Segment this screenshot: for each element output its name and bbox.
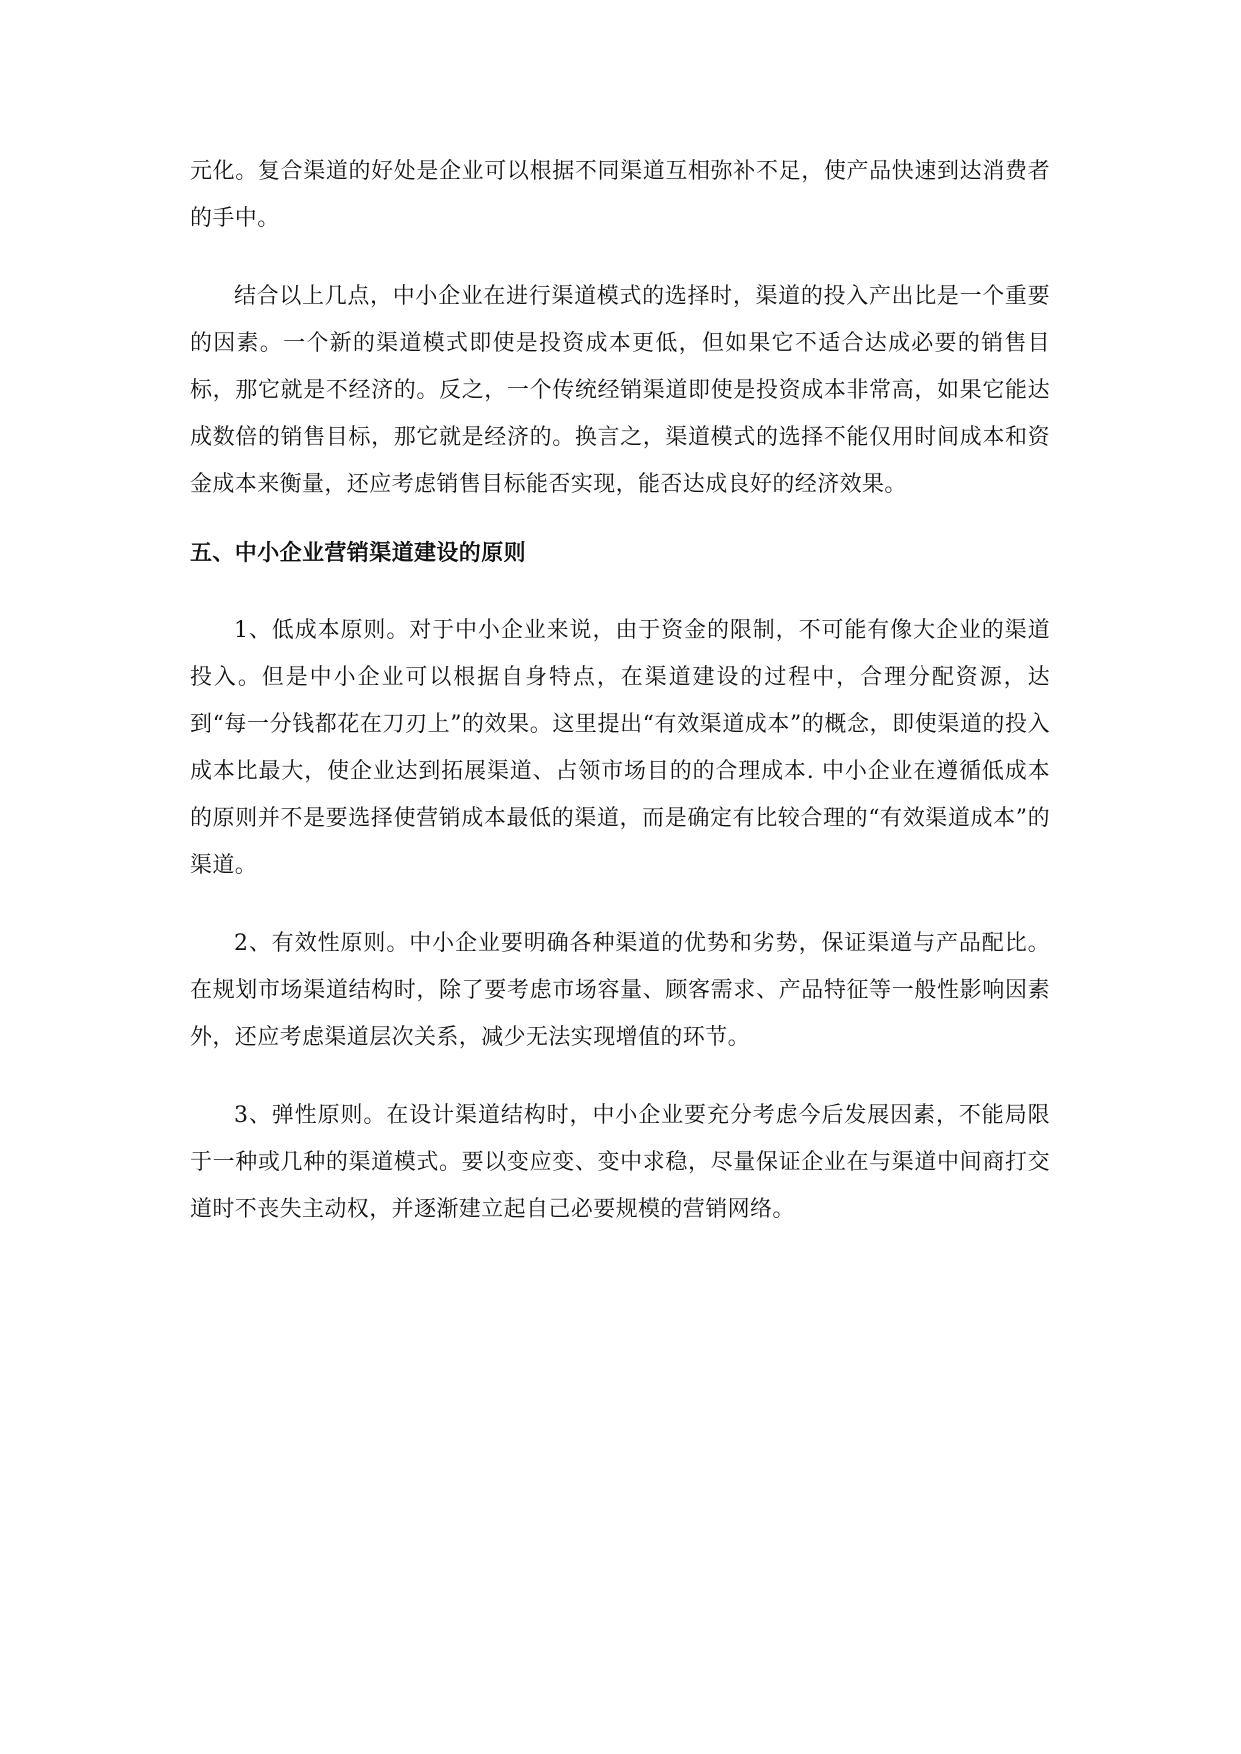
paragraph-effectiveness-principle: 2、有效性原则。中小企业要明确各种渠道的优势和劣势，保证渠道与产品配比。在规划市场渠道结构时，除了要考虑市场容量、顾客需求、产品特征等一般性影响因素外，还应考虑渠道层次关系，减少无法实现增值的环节。 [190, 931, 1050, 1050]
paragraph-continuation: 元化。复合渠道的好处是企业可以根据不同渠道互相弥补不足，使产品快速到达消费者的手中。 [190, 159, 1050, 231]
paragraph-channel-roi: 结合以上几点，中小企业在进行渠道模式的选择时，渠道的投入产出比是一个重要的因素。一个新的渠道模式即使是投资成本更低，但如果它不适合达成必要的销售目标，那它就是不经济的。反之，一个传统经销渠道即使是投资成本非常高，如果它能达成数倍的销售目标，那它就是经济的。换言之，渠道模式的选择不能仅用时间成本和资金成本来衡量，还应考虑销售目标能否实现，能否达成良好的经济效果。 [190, 284, 1050, 497]
section-heading: 五、中小企业营销渠道建设的原则 [190, 541, 527, 566]
paragraph-flexibility-principle: 3、弹性原则。在设计渠道结构时，中小企业要充分考虑今后发展因素，不能局限于一种或几种的渠道模式。要以变应变、变中求稳，尽量保证企业在与渠道中间商打交道时不丧失主动权，并逐渐建立起自己必要规模的营销网络。 [190, 1103, 1050, 1222]
paragraph-low-cost-principle: 1、低成本原则。对于中小企业来说，由于资金的限制，不可能有像大企业的渠道投入。但是中小企业可以根据自身特点，在渠道建设的过程中，合理分配资源，达到“每一分钱都花在刀刃上”的效果。这里提出“有效渠道成本”的概念，即使渠道的投入成本比最大，使企业达到拓展渠道、占领市场目的的合理成本. 中小企业在遵循低成本的原则并不是要选择使营销成本最低的渠道，而是确定有比较合理的“有效渠道成本”的渠道。 [190, 618, 1050, 878]
document-body [190, 148, 1050, 1264]
